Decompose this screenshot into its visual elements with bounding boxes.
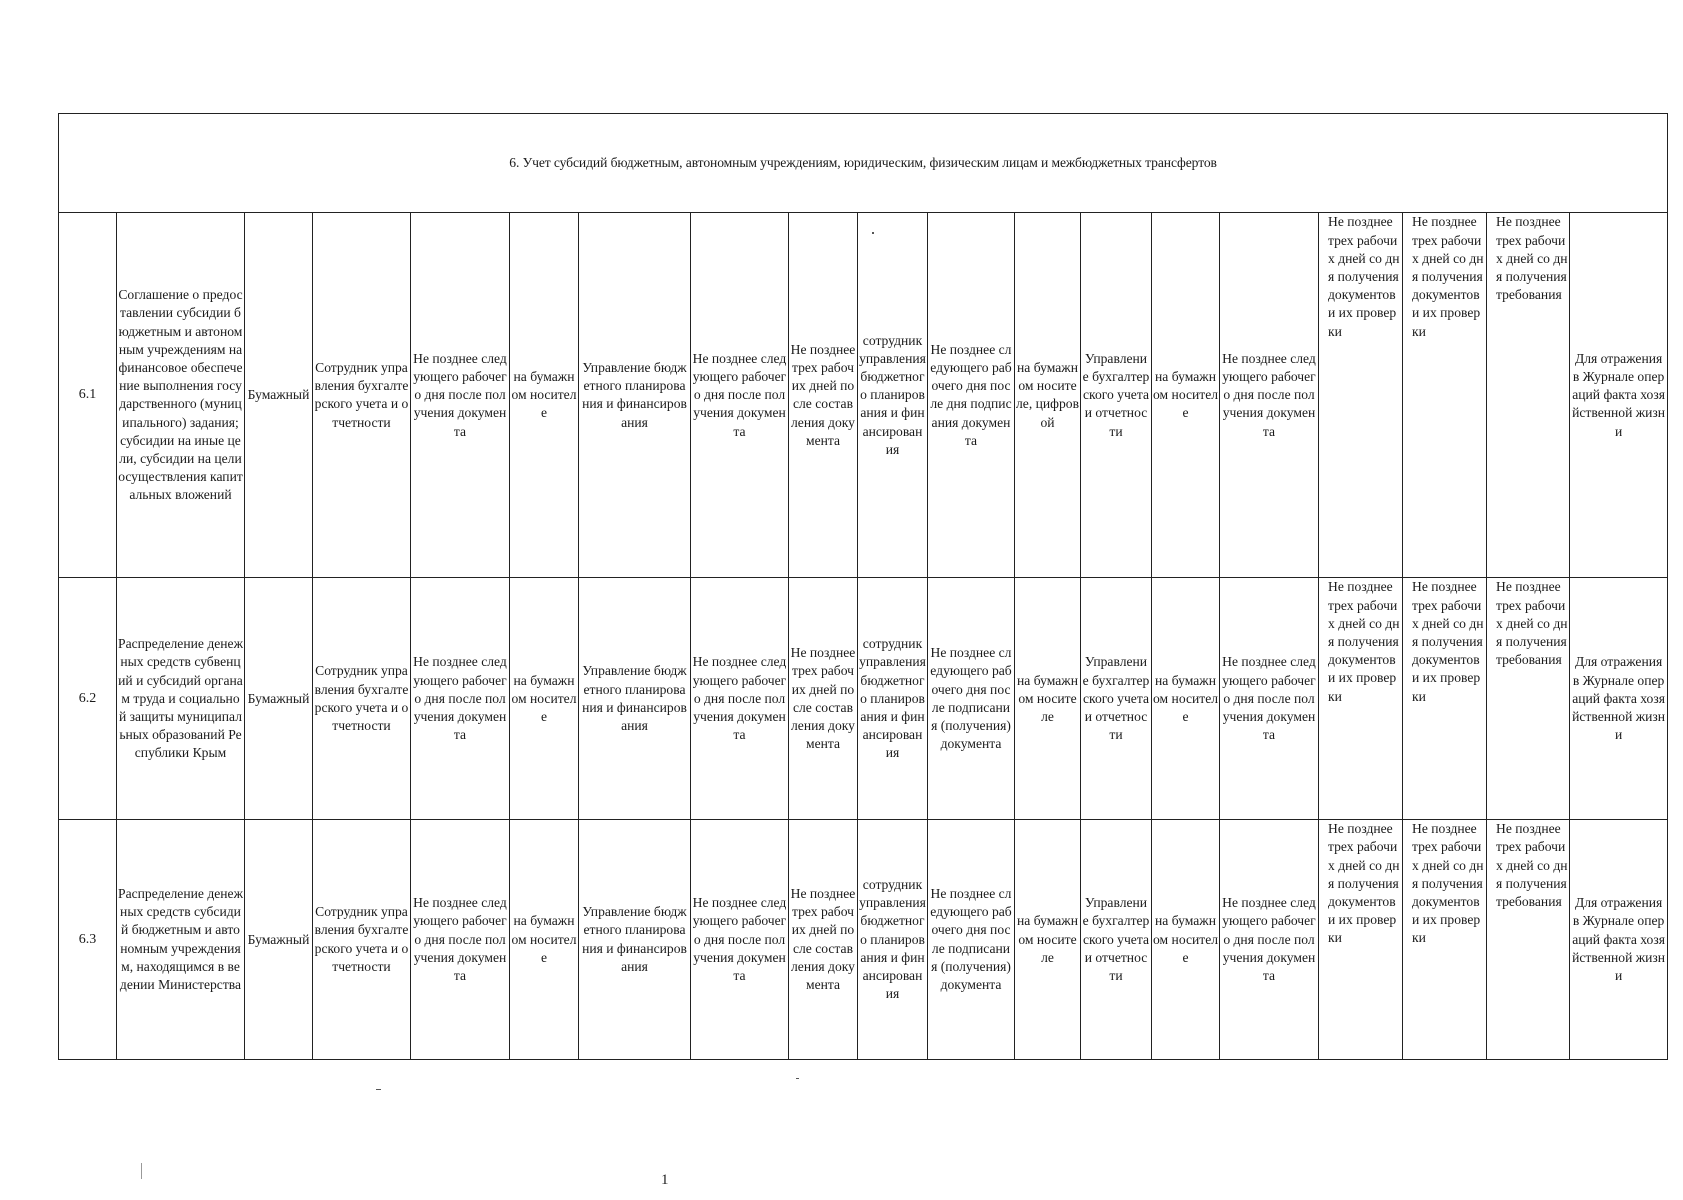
document-name-cell: Соглашение о предоставлении субсидии бюджетным и автономным учреждениям на финансовое обеспечение выполнения государственного (муниципального) задания; субсидии на иные цели, субсидии на цели осуществления капитальных вложений — [117, 213, 245, 578]
signer-cell: сотрудник управления бюджетного планирования и финансирования — [858, 820, 928, 1060]
row-number: 6.2 — [59, 578, 117, 820]
transfer-medium-cell: на бумажном носителе — [1015, 820, 1081, 1060]
document-name-cell: Распределение денежных средств субсидий бюджетным и автономным учреждениям, находящимся в ведении Министерства — [117, 820, 245, 1060]
approval-deadline-cell: Не позднее следующего рабочего дня после получения документа — [691, 578, 789, 820]
receive-medium-cell: на бумажном носителе — [1152, 820, 1220, 1060]
transfer-medium-cell: на бумажном носителе — [1015, 578, 1081, 820]
processing-cell-3: Не позднее трех рабочих дней со дня получения требования — [1487, 578, 1570, 820]
approval-deadline-cell: Не позднее следующего рабочего дня после получения документа — [691, 820, 789, 1060]
purpose-cell: Для отражения в Журнале операций факта хозяйственной жизни — [1570, 820, 1668, 1060]
creation-medium-cell: на бумажном носителе — [510, 213, 579, 578]
signer-cell: сотрудник управления бюджетного планирования и финансирования — [858, 578, 928, 820]
transfer-medium-cell: на бумажном носителе, цифровой — [1015, 213, 1081, 578]
signer-cell: сотрудник управления бюджетного планирования и финансирования — [858, 213, 928, 578]
scan-speck — [376, 1089, 381, 1090]
receive-deadline-cell: Не позднее следующего рабочего дня после получения документа — [1220, 578, 1319, 820]
table-row — [59, 578, 1668, 820]
processing-cell-2: Не позднее трех рабочих дней со дня получения документов и их проверки — [1403, 213, 1487, 578]
table-row — [59, 820, 1668, 1060]
scan-speck — [872, 232, 874, 234]
processing-cell-3: Не позднее трех рабочих дней со дня получения требования — [1487, 213, 1570, 578]
creation-medium-cell: на бумажном носителе — [510, 578, 579, 820]
scan-speck — [796, 1078, 799, 1079]
processing-cell-1: Не позднее трех рабочих дней со дня получения документов и их проверки — [1319, 820, 1403, 1060]
creation-deadline-cell: Не позднее следующего рабочего дня после получения документа — [411, 820, 510, 1060]
creator-cell: Сотрудник управления бухгалтерского учета и отчетности — [313, 578, 411, 820]
receive-deadline-cell: Не позднее следующего рабочего дня после получения документа — [1220, 820, 1319, 1060]
receive-deadline-cell: Не позднее следующего рабочего дня после получения документа — [1220, 213, 1319, 578]
row-number: 6.3 — [59, 820, 117, 1060]
page-number: 1 — [661, 1172, 669, 1188]
creator-cell: Сотрудник управления бухгалтерского учета и отчетности — [313, 213, 411, 578]
approver-cell: Управление бюджетного планирования и финансирования — [579, 213, 691, 578]
document-type-cell: Бумажный — [245, 213, 313, 578]
row-number: 6.1 — [59, 213, 117, 578]
table-row — [59, 213, 1668, 578]
processing-cell-1: Не позднее трех рабочих дней со дня получения документов и их проверки — [1319, 213, 1403, 578]
check-deadline-cell: Не позднее трех рабочих дней после составления документа — [789, 213, 858, 578]
creation-deadline-cell: Не позднее следующего рабочего дня после получения документа — [411, 578, 510, 820]
document-table — [58, 113, 1668, 1060]
sign-deadline-cell: Не позднее следующего рабочего дня после подписания (получения) документа — [928, 578, 1015, 820]
margin-mark — [141, 1163, 142, 1179]
processing-cell-1: Не позднее трех рабочих дней со дня получения документов и их проверки — [1319, 578, 1403, 820]
creator-cell: Сотрудник управления бухгалтерского учета и отчетности — [313, 820, 411, 1060]
section-title: 6. Учет субсидий бюджетным, автономным учреждениям, юридическим, физическим лицам и межбюджетных трансфертов — [59, 114, 1668, 213]
processing-cell-3: Не позднее трех рабочих дней со дня получения требования — [1487, 820, 1570, 1060]
sign-deadline-cell: Не позднее следующего рабочего дня после дня подписания документа — [928, 213, 1015, 578]
approver-cell: Управление бюджетного планирования и финансирования — [579, 578, 691, 820]
purpose-cell: Для отражения в Журнале операций факта хозяйственной жизни — [1570, 213, 1668, 578]
document-type-cell: Бумажный — [245, 820, 313, 1060]
purpose-cell: Для отражения в Журнале операций факта хозяйственной жизни — [1570, 578, 1668, 820]
section-title-row — [59, 114, 1668, 213]
document-name-cell: Распределение денежных средств субвенций и субсидий органам труда и социальной защиты муниципальных образований Республики Крым — [117, 578, 245, 820]
receiver-cell: Управление бухгалтерского учета и отчетности — [1081, 820, 1152, 1060]
processing-cell-2: Не позднее трех рабочих дней со дня получения документов и их проверки — [1403, 820, 1487, 1060]
receiver-cell: Управление бухгалтерского учета и отчетности — [1081, 213, 1152, 578]
receive-medium-cell: на бумажном носителе — [1152, 213, 1220, 578]
check-deadline-cell: Не позднее трех рабочих дней после составления документа — [789, 820, 858, 1060]
processing-cell-2: Не позднее трех рабочих дней со дня получения документов и их проверки — [1403, 578, 1487, 820]
creation-medium-cell: на бумажном носителе — [510, 820, 579, 1060]
document-type-cell: Бумажный — [245, 578, 313, 820]
approval-deadline-cell: Не позднее следующего рабочего дня после получения документа — [691, 213, 789, 578]
sign-deadline-cell: Не позднее следующего рабочего дня после подписания (получения) документа — [928, 820, 1015, 1060]
creation-deadline-cell: Не позднее следующего рабочего дня после получения документа — [411, 213, 510, 578]
check-deadline-cell: Не позднее трех рабочих дней после составления документа — [789, 578, 858, 820]
approver-cell: Управление бюджетного планирования и финансирования — [579, 820, 691, 1060]
receiver-cell: Управление бухгалтерского учета и отчетности — [1081, 578, 1152, 820]
receive-medium-cell: на бумажном носителе — [1152, 578, 1220, 820]
